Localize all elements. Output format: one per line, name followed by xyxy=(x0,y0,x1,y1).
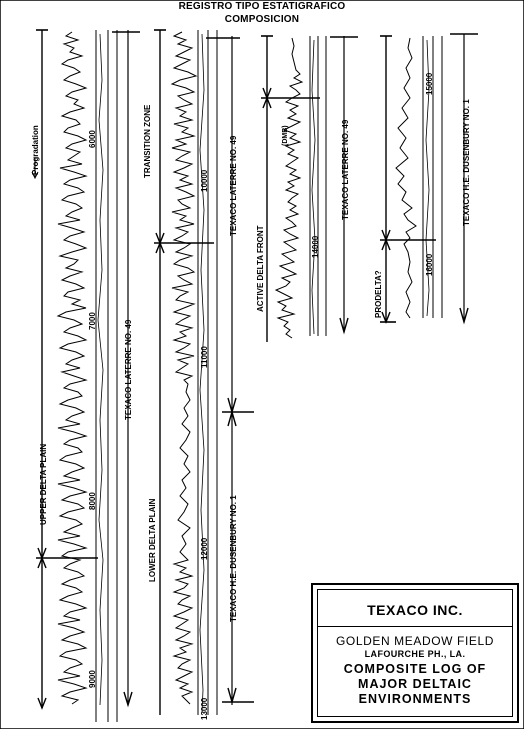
col1-log-curve-right xyxy=(98,34,103,705)
col3-log-trace xyxy=(276,38,302,338)
depth-label-8000: 8000 xyxy=(88,492,97,510)
col2-well-label-upper: TEXACO LATERRE NO. 49 xyxy=(229,135,238,236)
direction-label: Progradation xyxy=(31,125,40,175)
col2-well-label-lower: TEXACO H.E. DUSENBURY NO. 1 xyxy=(229,495,238,622)
field-name: GOLDEN MEADOW FIELD xyxy=(335,634,495,648)
col3-log-curve-right xyxy=(312,40,315,334)
header-subtitle: COMPOSICION xyxy=(224,14,300,25)
col1-well-label: TEXACO LATERRE NO. 49 xyxy=(124,319,133,420)
field-location: LAFOURCHE PH., LA. xyxy=(364,649,466,659)
depth-label-11000: 11000 xyxy=(200,346,209,368)
depth-label-13000: 13000 xyxy=(200,697,209,720)
depth-label-7000: 7000 xyxy=(88,312,97,330)
depth-label-16000: 16000 xyxy=(425,253,434,276)
figure-title-line-2: MAJOR DELTAIC xyxy=(358,677,472,691)
prodelta-label: PRODELTA? xyxy=(374,270,383,318)
figure-title-line-3: ENVIRONMENTS xyxy=(358,692,472,706)
depth-label-14000: 14000 xyxy=(311,235,320,258)
col2-log-trace xyxy=(172,32,196,704)
transition-zone-label: TRANSITION ZONE xyxy=(143,104,152,178)
depth-label-10000: 10000 xyxy=(200,169,209,192)
depth-label-9000: 9000 xyxy=(88,670,97,688)
header-title: REGISTRO TIPO ESTATIGRAFICO xyxy=(178,1,346,12)
depth-label-6000: 6000 xyxy=(88,130,97,148)
active-delta-front-label: ACTIVE DELTA FRONT xyxy=(256,225,265,312)
title-block-inner-frame xyxy=(317,589,513,717)
col1-log-trace xyxy=(58,32,86,704)
depth-label-15000: 15000 xyxy=(425,72,434,95)
col4-log-trace xyxy=(396,38,416,318)
dmb-label: (DMB) xyxy=(282,125,289,146)
column-2 xyxy=(154,30,254,715)
lower-delta-plain-label: LOWER DELTA PLAIN xyxy=(148,498,157,582)
col2-log-curve-right xyxy=(200,34,204,712)
title-block xyxy=(311,583,519,723)
figure-title xyxy=(318,662,512,707)
upper-delta-plain-label: UPPER DELTA PLAIN xyxy=(39,443,48,525)
col4-well-label: TEXACO H.E. DUSENBURY NO. 1 xyxy=(462,99,471,226)
col3-well-label: TEXACO LATERRE NO. 49 xyxy=(341,119,350,220)
figure-title-line-1: COMPOSITE LOG OF xyxy=(343,662,487,676)
company-name: TEXACO INC. xyxy=(367,602,463,618)
title-block-divider xyxy=(318,626,512,627)
depth-label-12000: 12000 xyxy=(200,537,209,560)
